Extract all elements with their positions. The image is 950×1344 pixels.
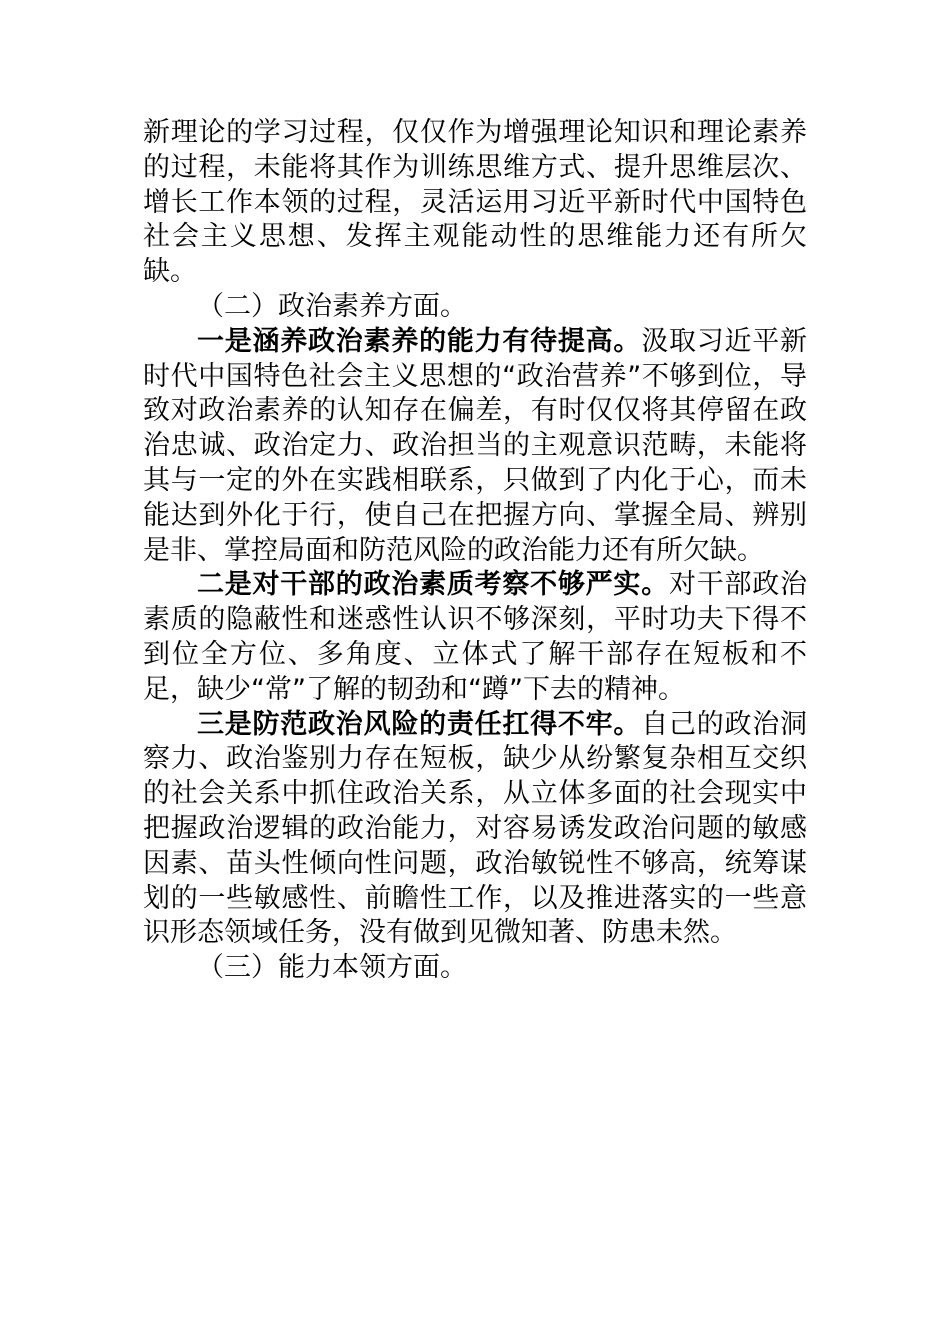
- section-heading-political-literacy: [143, 290, 807, 325]
- paragraph-text: 自己的政治洞察力、政治鉴别力存在短板，缺少从纷繁复杂相互交织的社会关系中抓住政治关系，从立体多面的社会现实中把握政治逻辑的政治能力，对容易诱发政治问题的敏感因素、苗头性倾向性问题，政治敏锐性不够高，统筹谋划的一些敏感性、前瞻性工作，以及推进落实的一些意识形态领域任务，没有做到见微知著、防患未然。: [143, 708, 808, 949]
- paragraph-text: 新理论的学习过程，仅仅作为增强理论知识和理论素养的过程，未能将其作为训练思维方式、提升思维层次、增长工作本领的过程，灵活运用习近平新时代中国特色社会主义思想、发挥主观能动性的思维能力还有所欠缺。: [143, 117, 807, 288]
- paragraph-lead-bold: 三是防范政治风险的责任扛得不牢。: [197, 708, 642, 740]
- section-heading-ability: [143, 951, 807, 986]
- paragraph-point-one: [143, 325, 807, 569]
- section-heading-text: （二）政治素养方面。: [197, 290, 467, 322]
- paragraph-continuation: [143, 116, 807, 290]
- paragraph-lead-bold: 二是对干部的政治素质考察不够严实。: [197, 569, 669, 601]
- section-heading-text: （三）能力本领方面。: [197, 952, 467, 984]
- paragraph-text: 对干部政治素质的隐蔽性和迷惑性认识不够深刻，平时功夫下得不到位全方位、多角度、立体式了解干部存在短板和不足，缺少“常”了解的韧劲和“蹲”下去的精神。: [143, 569, 808, 705]
- paragraph-point-two: [143, 568, 807, 707]
- paragraph-point-three: [143, 708, 807, 952]
- paragraph-lead-bold: 一是涵养政治素养的能力有待提高。: [197, 325, 642, 357]
- paragraph-text: 汲取习近平新时代中国特色社会主义思想的“政治营养”不够到位，导致对政治素养的认知存在偏差，有时仅仅将其停留在政治忠诚、政治定力、政治担当的主观意识范畴，未能将其与一定的外在实践相联系，只做到了内化于心，而未能达到外化于行，使自己在把握方向、掌握全局、辨别是非、掌控局面和防范风险的政治能力还有所欠缺。: [143, 325, 808, 566]
- document-body: [143, 116, 807, 986]
